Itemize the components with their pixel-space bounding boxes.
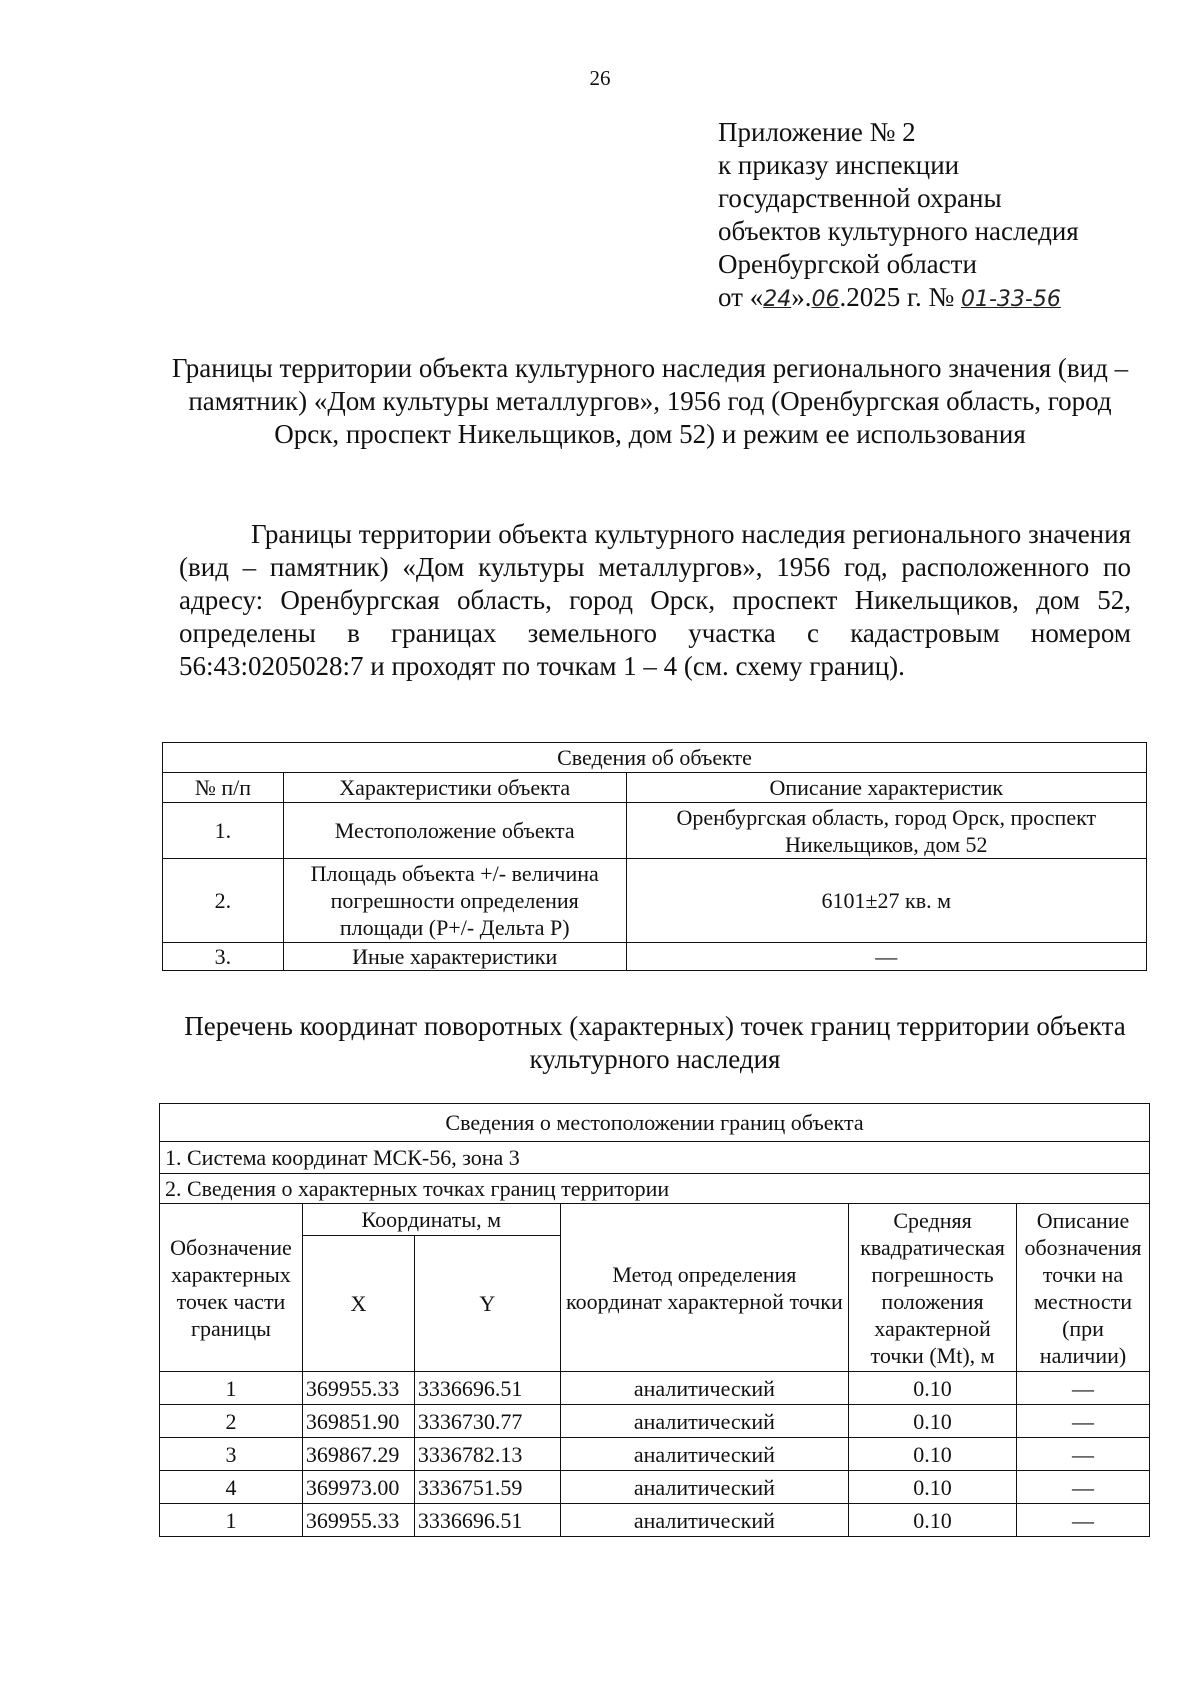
table-cell: 6101±27 кв. м xyxy=(626,859,1146,943)
table-cell: Иные характеристики xyxy=(283,943,626,971)
table-cell: 369955.33 xyxy=(302,1504,414,1537)
table-cell: 0.10 xyxy=(849,1471,1017,1504)
table-row xyxy=(160,1471,1150,1504)
table-cell: 0.10 xyxy=(849,1438,1017,1471)
coord-table-caption: Сведения о местоположении границ объекта xyxy=(160,1104,1150,1142)
table-cell: аналитический xyxy=(560,1438,848,1471)
table-row xyxy=(163,859,1147,943)
table-cell: Площадь объекта +/- величина погрешности определения площади (Р+/- Дельта Р) xyxy=(283,859,626,943)
page-number: 26 xyxy=(589,66,611,90)
header-description: Описание обозначения точки на местности (при наличии) xyxy=(1017,1204,1150,1372)
table-cell: 369867.29 xyxy=(302,1438,414,1471)
table-cell: аналитический xyxy=(560,1372,848,1405)
table-cell: 4 xyxy=(160,1471,303,1504)
table-row xyxy=(160,1372,1150,1405)
appendix-line-5: Оренбургской области xyxy=(718,249,977,279)
date-separator: ». xyxy=(791,282,812,312)
coordinates-title: Перечень координат поворотных (характерных) точек границ территории объекта культурного наследия xyxy=(184,1011,1126,1074)
table-row xyxy=(163,803,1147,859)
table-row xyxy=(160,1504,1150,1537)
table-cell: 3336730.77 xyxy=(414,1405,560,1438)
table-cell: аналитический xyxy=(560,1504,848,1537)
table-cell: 1. xyxy=(163,803,284,859)
table-cell: 0.10 xyxy=(849,1504,1017,1537)
table-row xyxy=(163,943,1147,971)
appendix-date-line xyxy=(718,281,1178,316)
table-cell: 3. xyxy=(163,943,284,971)
body-paragraph: Границы территории объекта культурного наследия регионального значения (вид – памятник) «Дом культуры металлургов», 1956 год, расположенного по адресу: Оренбургская область, город Орск, проспект Никельщиков, дом 52, определены в границах земельного участка с кадастровым номером 56:43:0205028:7 и проходят по точкам 1 – 4 (см. схему границ). xyxy=(179,519,1131,681)
table-cell: 3336696.51 xyxy=(414,1372,560,1405)
table-cell: 3 xyxy=(160,1438,303,1471)
table-cell: Местоположение объекта xyxy=(283,803,626,859)
table-cell: 2 xyxy=(160,1405,303,1438)
order-number-handwritten: 01-33-56 xyxy=(961,287,1061,312)
table-row xyxy=(160,1438,1150,1471)
table-cell: — xyxy=(1017,1504,1150,1537)
table-cell: — xyxy=(1017,1471,1150,1504)
table-cell: 3336696.51 xyxy=(414,1504,560,1537)
table-cell: 0.10 xyxy=(849,1372,1017,1405)
coord-points-header-row: 2. Сведения о характерных точках границ территории xyxy=(160,1174,1150,1204)
coordinates-table xyxy=(159,1103,1150,1537)
table-cell: 369973.00 xyxy=(302,1471,414,1504)
header-coordinates: Координаты, м xyxy=(302,1204,560,1236)
appendix-line-1: Приложение № 2 xyxy=(718,117,916,147)
appendix-line-2: к приказу инспекции xyxy=(718,150,960,180)
table-cell: 3336782.13 xyxy=(414,1438,560,1471)
object-table-header-num: № п/п xyxy=(163,773,284,803)
header-method: Метод определения координат характерной точки xyxy=(560,1204,848,1372)
object-table-header-desc: Описание характеристик xyxy=(626,773,1146,803)
header-designation: Обозначение характерных точек части границы xyxy=(160,1204,303,1372)
header-y: Y xyxy=(414,1236,560,1372)
header-x: X xyxy=(302,1236,414,1372)
document-title: Границы территории объекта культурного наследия регионального значения (вид – памятник) «Дом культуры металлургов», 1956 год (Оренбургская область, город Орск, проспект Никельщиков, дом 52) и режим ее использования xyxy=(171,353,1129,449)
appendix-line-3: государственной охраны xyxy=(718,183,1002,213)
table-cell: — xyxy=(1017,1438,1150,1471)
object-table-caption: Сведения об объекте xyxy=(163,743,1147,773)
table-cell: 2. xyxy=(163,859,284,943)
table-cell: аналитический xyxy=(560,1471,848,1504)
table-cell: — xyxy=(1017,1372,1150,1405)
table-cell: — xyxy=(1017,1405,1150,1438)
table-cell: 0.10 xyxy=(849,1405,1017,1438)
date-year: .2025 г. № xyxy=(839,282,955,312)
table-cell: аналитический xyxy=(560,1405,848,1438)
table-cell: 3336751.59 xyxy=(414,1471,560,1504)
object-info-table xyxy=(162,742,1147,971)
date-day-handwritten: 24 xyxy=(763,287,792,312)
table-cell: 1 xyxy=(160,1504,303,1537)
coord-system-row: 1. Система координат МСК-56, зона 3 xyxy=(160,1142,1150,1174)
date-prefix: от « xyxy=(718,282,764,312)
table-cell: 369851.90 xyxy=(302,1405,414,1438)
table-cell: 369955.33 xyxy=(302,1372,414,1405)
header-error: Средняя квадратическая погрешность положения характерной точки (Mt), м xyxy=(849,1204,1017,1372)
object-table-header-char: Характеристики объекта xyxy=(283,773,626,803)
table-cell: — xyxy=(626,943,1146,971)
table-cell: 1 xyxy=(160,1372,303,1405)
appendix-block xyxy=(718,116,1178,316)
table-row xyxy=(160,1405,1150,1438)
appendix-line-4: объектов культурного наследия xyxy=(718,216,1079,246)
date-month-handwritten: 06 xyxy=(811,287,840,312)
table-cell: Оренбургская область, город Орск, проспект Никельщиков, дом 52 xyxy=(626,803,1146,859)
